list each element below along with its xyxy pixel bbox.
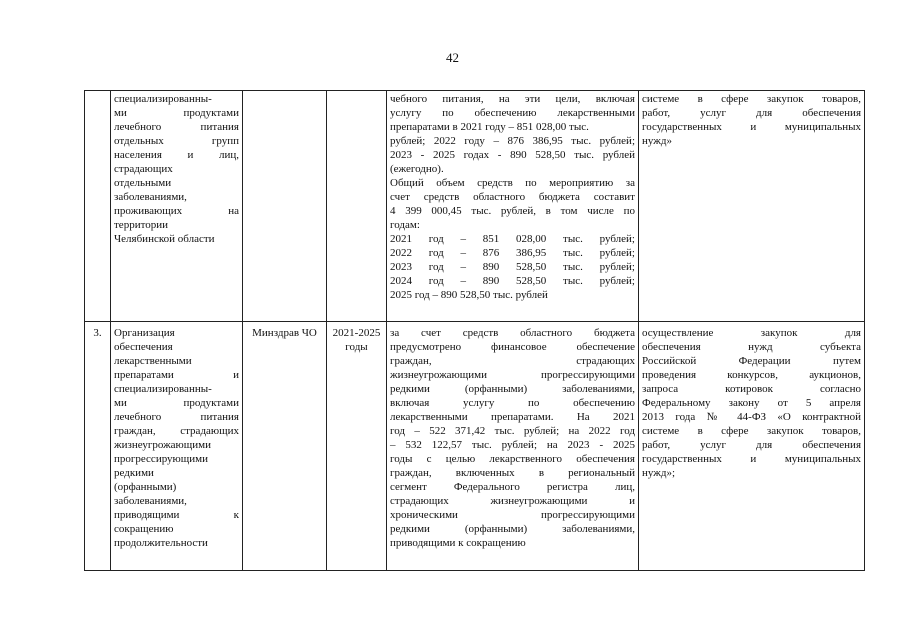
text-line: лечебного питания (114, 411, 239, 423)
text-line: обеспечения нужд субъекта (642, 341, 861, 353)
text-line: прогрессирующими (114, 453, 208, 465)
text-line: годам: (390, 219, 420, 231)
text-line: территории (114, 219, 169, 231)
table-row (85, 322, 865, 571)
text-line: год – 522 371,42 тыс. рублей; на 2022 год (390, 425, 635, 437)
text-line: сегмент Федерального регистра лиц, (390, 481, 635, 493)
text-line: жизнеугрожающими прогрессирующими (390, 369, 635, 381)
row-number (85, 91, 111, 322)
implementation-period: 2021-2025 годы (327, 322, 387, 571)
text-line: включая услугу по обеспечению (390, 397, 635, 409)
text-line: проведения конкурсов, аукционов, (642, 369, 861, 381)
text-line: Российской Федерации путем (642, 355, 861, 367)
text-line: заболеваниями, (114, 191, 187, 203)
text-line: Организация (114, 327, 175, 339)
text-line: редкими (орфанными) заболеваниями, (390, 383, 635, 395)
text-line: жизнеугрожающими (114, 439, 211, 451)
funding-description (387, 322, 639, 571)
implementation-period (327, 91, 387, 322)
text-line: приводящими к (114, 509, 239, 521)
text-line: 2021 год – 851 028,00 тыс. рублей; (390, 233, 635, 245)
text-line: 2025 год – 890 528,50 тыс. рублей (390, 289, 548, 301)
text-line: системе в сфере закупок товаров, (642, 425, 861, 437)
text-line: предусмотрено финансовое обеспечение (390, 341, 635, 353)
text-line: счет средств областного бюджета составит (390, 191, 635, 203)
text-line: ми продуктами (114, 397, 239, 409)
text-line: хроническими прогрессирующими (390, 509, 635, 521)
text-line: страдающих жизнеугрожающими и (390, 495, 635, 507)
text-line: 2024 год – 890 528,50 тыс. рублей; (390, 275, 635, 287)
responsible-executor: Минздрав ЧО (243, 322, 327, 571)
text-line: специализированны- (114, 383, 212, 395)
text-line: нужд» (642, 135, 672, 147)
text-line: – 532 122,57 тыс. рублей; на 2023 - 2025 (390, 439, 635, 451)
text-line: работ, услуг для обеспечения (642, 439, 861, 451)
measures-table (84, 90, 865, 571)
text-line: услугу по обеспечению лекарственными (390, 107, 635, 119)
page-number: 42 (446, 50, 459, 65)
text-line: редкими (114, 467, 154, 479)
text-line: Федеральному закону от 5 апреля (642, 397, 861, 409)
text-line: лекарственными препаратами. На 2021 (390, 411, 635, 423)
measure-name (111, 322, 243, 571)
text-line: осуществление закупок для (642, 327, 861, 339)
text-line: годы с целью лекарственного обеспечения (390, 453, 635, 465)
text-line: системе в сфере закупок товаров, (642, 93, 861, 105)
text-line: Общий объем средств по мероприятию за (390, 177, 635, 189)
text-line: 4 399 000,45 тыс. рублей, в том числе по (390, 205, 635, 217)
text-line: нужд»; (642, 467, 675, 479)
text-line: отдельными (114, 177, 172, 189)
text-line: граждан, страдающих (390, 355, 635, 367)
text-line: отдельных групп (114, 135, 239, 147)
text-line: препаратами и (114, 369, 239, 381)
text-line: сокращению (114, 523, 174, 535)
text-line: лечебного питания (114, 121, 239, 133)
text-line: страдающих (114, 163, 173, 175)
text-line: специализированны- (114, 93, 212, 105)
table-row (85, 91, 865, 322)
row-number: 3. (85, 322, 111, 571)
text-line: граждан, страдающих (114, 425, 239, 437)
text-line: препаратами в 2021 году – 851 028,00 тыс. (390, 121, 589, 133)
text-line: редкими (орфанными) заболеваниями, (390, 523, 635, 535)
text-line: приводящими к сокращению (390, 537, 526, 549)
text-line: государственных и муниципальных (642, 453, 861, 465)
text-line: работ, услуг для обеспечения (642, 107, 861, 119)
funding-description (387, 91, 639, 322)
text-line: 2022 год – 876 386,95 тыс. рублей; (390, 247, 635, 259)
measure-name (111, 91, 243, 322)
text-line: 2023 - 2025 годах - 890 528,50 тыс. рублей (390, 149, 635, 161)
text-line: 2023 год – 890 528,50 тыс. рублей; (390, 261, 635, 273)
text-line: продолжительности (114, 537, 208, 549)
text-line: за счет средств областного бюджета (390, 327, 635, 339)
procurement-method (639, 91, 865, 322)
text-line: лекарственными (114, 355, 192, 367)
responsible-executor (243, 91, 327, 322)
text-line: населения и лиц, (114, 149, 239, 161)
procurement-method (639, 322, 865, 571)
text-line: (ежегодно). (390, 163, 444, 175)
text-line: (орфанными) (114, 481, 177, 493)
text-line: запроса котировок согласно (642, 383, 861, 395)
text-line: рублей; 2022 году – 876 386,95 тыс. рублей; (390, 135, 635, 147)
text-line: проживающих на (114, 205, 239, 217)
text-line: обеспечения (114, 341, 173, 353)
text-line: Челябинской области (114, 233, 215, 245)
text-line: граждан, включенных в региональный (390, 467, 635, 479)
text-line: чебного питания, на эти цели, включая (390, 93, 635, 105)
text-line: заболеваниями, (114, 495, 187, 507)
text-line: ми продуктами (114, 107, 239, 119)
text-line: 2013 года № 44-ФЗ «О контрактной (642, 411, 861, 423)
text-line: государственных и муниципальных (642, 121, 861, 133)
